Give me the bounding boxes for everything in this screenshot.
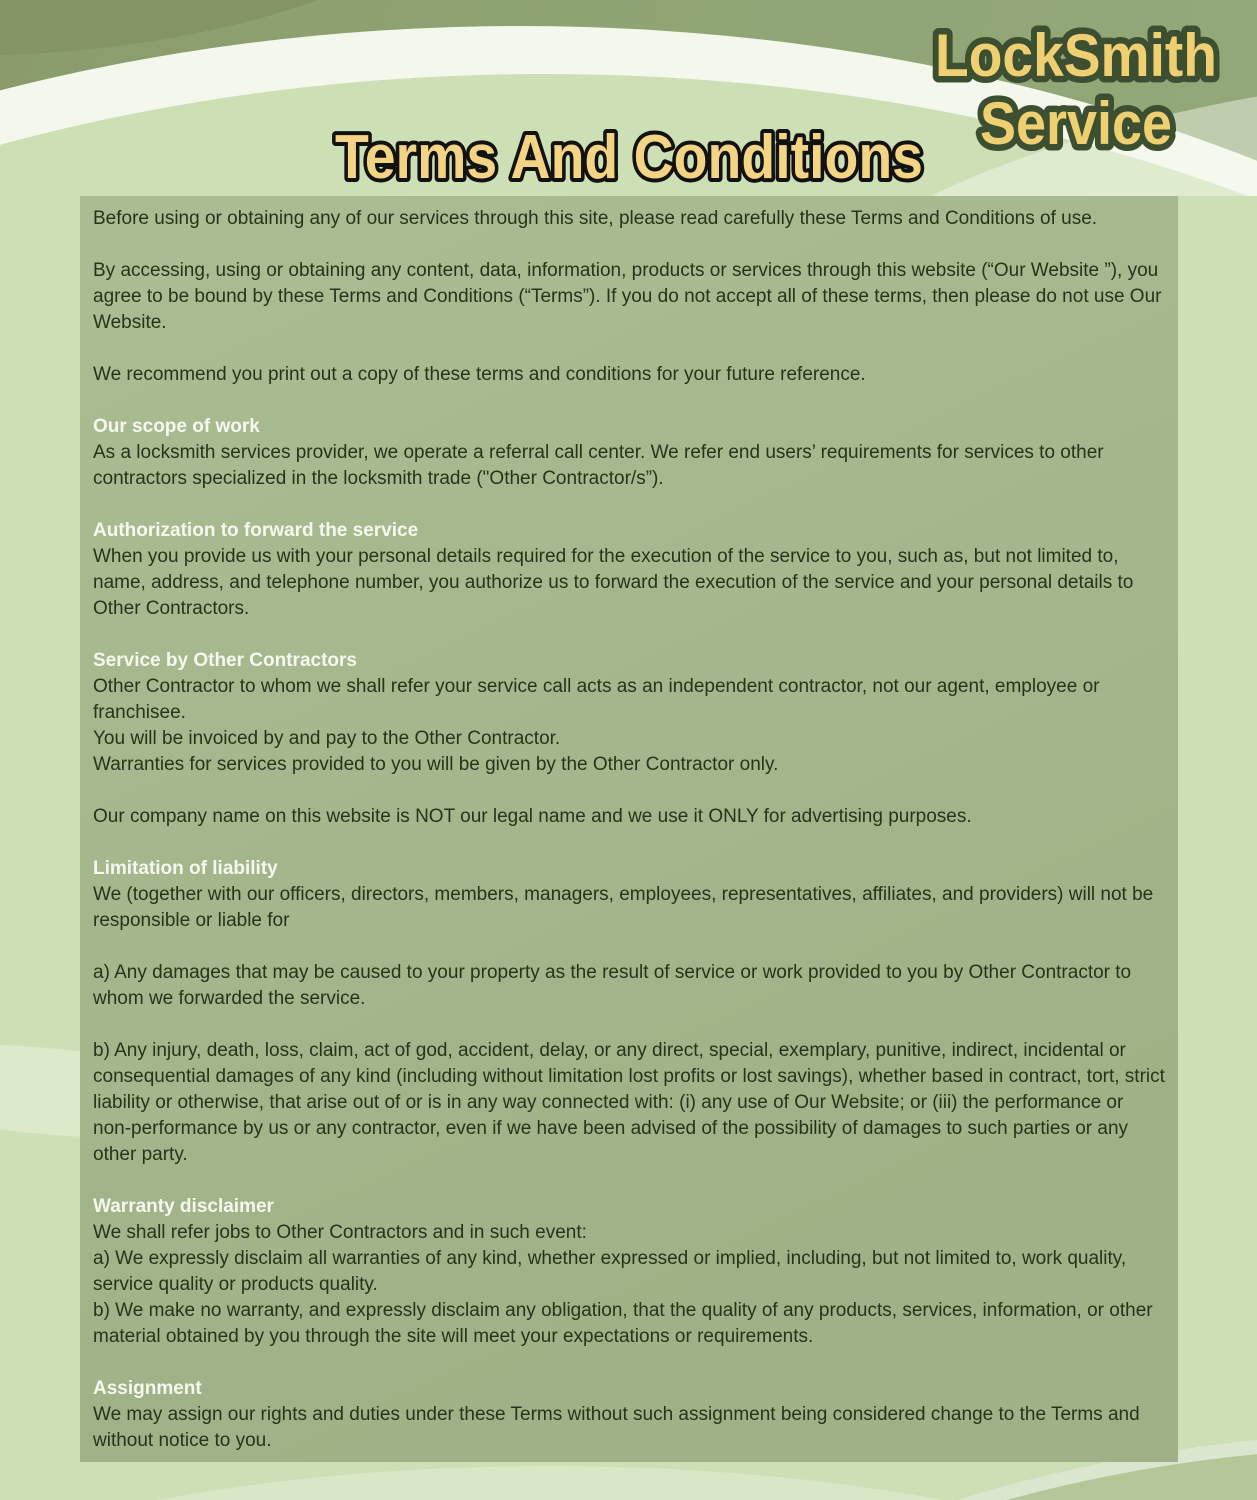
paragraph: b) Any injury, death, loss, claim, act of god, accident, delay, or any direct, special, exemplary, punitive, indirect, incidental or consequential damages of any kind (including without limitation lost profits or lost savings), whether based in contract, tort, strict liability or otherwise, that arise out of or is in any way connected with: (i) any use of Our Website; or (iii) the performance or non-performance by us or any contractor, even if we have been advised of the possibility of damages to such parties or any other party.	[93, 1040, 1165, 1165]
terms-section	[93, 258, 1165, 336]
terms-section	[93, 960, 1165, 1012]
paragraph: Our company name on this website is NOT our legal name and we use it ONLY for advertising purposes.	[93, 806, 972, 827]
paragraph: We recommend you print out a copy of these terms and conditions for your future reference.	[93, 364, 866, 385]
section-heading: Authorization to forward the service	[93, 520, 419, 541]
terms-section	[93, 206, 1165, 232]
paragraph: You will be invoiced by and pay to the Other Contractor.	[93, 728, 561, 749]
section-heading: Limitation of liability	[93, 858, 278, 879]
terms-content-box	[80, 196, 1178, 1462]
paragraph: a) We expressly disclaim all warranties of any kind, whether expressed or implied, including, but not limited to, work quality, service quality or products quality.	[93, 1248, 1127, 1295]
terms-section	[93, 362, 1165, 388]
paragraph: We may assign our rights and duties under these Terms without such assignment being considered change to the Terms and without notice to you.	[93, 1404, 1140, 1451]
section-heading: Warranty disclaimer	[93, 1196, 274, 1217]
paragraph: Other Contractor to whom we shall refer your service call acts as an independent contractor, not our agent, employee or franchisee.	[93, 676, 1100, 723]
paragraph: When you provide us with your personal details required for the execution of the service to you, such as, but not limited to, name, address, and telephone number, you authorize us to forward the execution of the service and your personal details to Other Contractors.	[93, 546, 1134, 619]
paragraph: Warranties for services provided to you will be given by the Other Contractor only.	[93, 754, 779, 775]
terms-section	[93, 1038, 1165, 1168]
terms-section	[93, 856, 1165, 934]
paragraph: b) We make no warranty, and expressly disclaim any obligation, that the quality of any products, services, information, or other material obtained by you through the site will meet your expectations or requirements.	[93, 1300, 1153, 1347]
logo-line1: LockSmith	[935, 22, 1217, 89]
header-banner	[0, 0, 1257, 196]
terms-section	[93, 648, 1165, 778]
paragraph: As a locksmith services provider, we operate a referral call center. We refer end users’ requirements for services to other contractors specialized in the locksmith trade ("Other Contractor/s”).	[93, 442, 1104, 489]
terms-section	[93, 804, 1165, 830]
paragraph: We (together with our officers, directors, members, managers, employees, representatives, affiliates, and providers) will not be responsible or liable for	[93, 884, 1154, 931]
paragraph: Before using or obtaining any of our services through this site, please read carefully these Terms and Conditions of use.	[93, 208, 1098, 229]
section-heading: Service by Other Contractors	[93, 650, 357, 671]
section-heading: Our scope of work	[93, 416, 260, 437]
terms-section	[93, 1194, 1165, 1350]
terms-sections	[93, 206, 1165, 1454]
terms-section	[93, 1376, 1165, 1454]
paragraph: By accessing, using or obtaining any content, data, information, products or services through this website (“Our Website ”), you agree to be bound by these Terms and Conditions (“Terms”). If you do not accept all of these terms, then please do not use Our Website.	[93, 260, 1162, 333]
logo-line2: Service	[980, 90, 1172, 157]
paragraph: a) Any damages that may be caused to your property as the result of service or work provided to you by Other Contractor to whom we forwarded the service.	[93, 962, 1132, 1009]
section-heading: Assignment	[93, 1378, 202, 1399]
paragraph: We shall refer jobs to Other Contractors and in such event:	[93, 1222, 587, 1243]
terms-section	[93, 518, 1165, 622]
page-title-text: Terms And Conditions	[334, 123, 923, 192]
terms-section	[93, 414, 1165, 492]
page-title	[289, 118, 969, 196]
